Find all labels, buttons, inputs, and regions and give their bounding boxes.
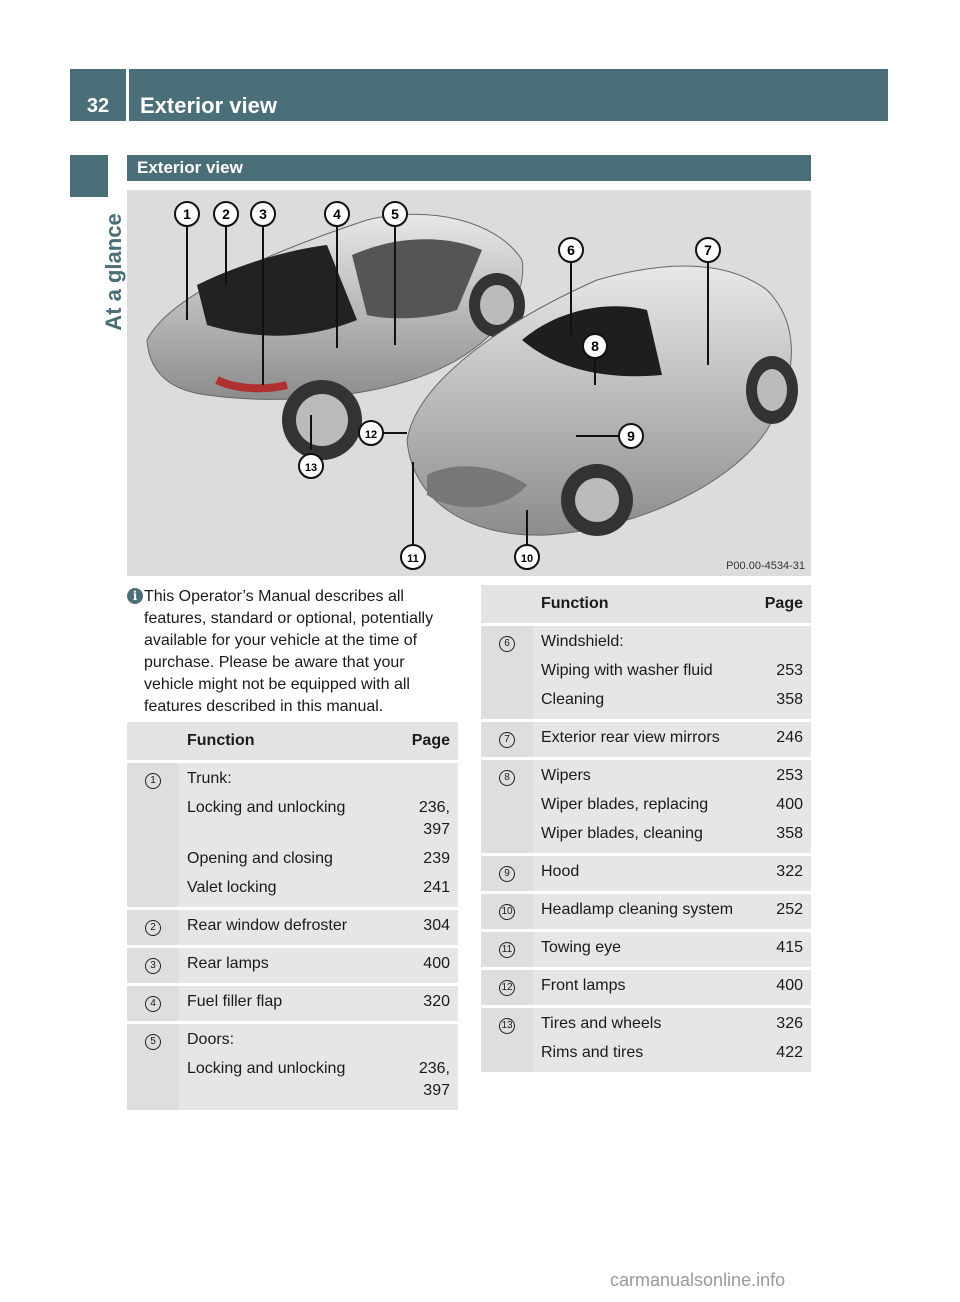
function-table-right xyxy=(481,585,811,1075)
function-cell: Wipers xyxy=(533,759,753,793)
callout-number-badge: 11 xyxy=(499,942,515,958)
side-tab-marker xyxy=(70,155,108,197)
page-cell: 322 xyxy=(753,855,811,893)
callout-label: 9 xyxy=(627,428,635,444)
callout-number-badge: 13 xyxy=(499,1018,515,1034)
callout-number xyxy=(127,846,179,875)
page-cell: 253 xyxy=(753,759,811,793)
function-table-left xyxy=(127,722,458,1113)
callout-number-badge: 3 xyxy=(145,958,161,974)
callout-12 xyxy=(359,421,383,445)
function-cell: Locking and unlocking xyxy=(179,795,400,846)
function-cell: Wiping with washer fluid xyxy=(533,658,753,687)
callout-number xyxy=(127,1023,179,1057)
figure-code: P00.00-4534-31 xyxy=(726,560,805,572)
table-row xyxy=(481,687,811,721)
callout-number-badge: 2 xyxy=(145,920,161,936)
page-cell: 358 xyxy=(753,821,811,855)
function-cell: Locking and unlocking xyxy=(179,1056,400,1112)
table-header-row xyxy=(481,585,811,625)
page-cell: 253 xyxy=(753,658,811,687)
callout-number xyxy=(127,875,179,909)
callout-3 xyxy=(251,202,275,226)
page-title: Exterior view xyxy=(140,93,277,118)
page-cell: 326 xyxy=(753,1007,811,1041)
callout-number xyxy=(481,821,533,855)
num-header xyxy=(481,585,533,625)
callout-number-badge: 10 xyxy=(499,904,515,920)
function-cell: Opening and closing xyxy=(179,846,400,875)
callout-number xyxy=(127,947,179,985)
table-row xyxy=(481,658,811,687)
callout-number xyxy=(481,893,533,931)
callout-1 xyxy=(175,202,199,226)
page-header: Page xyxy=(400,722,458,762)
callout-6 xyxy=(559,238,583,262)
page-cell: 304 xyxy=(400,909,458,947)
callout-13 xyxy=(299,454,323,478)
info-note xyxy=(127,586,457,718)
table-row xyxy=(481,1007,811,1041)
table-row xyxy=(127,762,458,796)
callout-label: 3 xyxy=(259,206,267,222)
table-row xyxy=(127,1023,458,1057)
table-row xyxy=(481,893,811,931)
page-cell: 422 xyxy=(753,1040,811,1074)
function-header: Function xyxy=(179,722,400,762)
page-cell: 400 xyxy=(753,969,811,1007)
callout-number xyxy=(481,625,533,659)
callout-number-badge: 5 xyxy=(145,1034,161,1050)
callout-number xyxy=(127,795,179,846)
callout-2 xyxy=(214,202,238,226)
function-cell: Tires and wheels xyxy=(533,1007,753,1041)
page-cell xyxy=(400,1023,458,1057)
callout-label: 13 xyxy=(304,462,318,474)
table-row xyxy=(481,969,811,1007)
page-cell xyxy=(400,762,458,796)
page-cell: 400 xyxy=(400,947,458,985)
function-cell: Trunk: xyxy=(179,762,400,796)
table-row xyxy=(127,875,458,909)
header-divider xyxy=(126,69,129,121)
callout-11 xyxy=(401,545,425,569)
page-cell: 236, 397 xyxy=(400,1056,458,1112)
page-cell: 320 xyxy=(400,985,458,1023)
table-row xyxy=(481,1040,811,1074)
callout-number-badge: 8 xyxy=(499,770,515,786)
callout-number-badge: 12 xyxy=(499,980,515,996)
callout-number xyxy=(481,759,533,793)
callout-number-badge: 6 xyxy=(499,636,515,652)
function-cell: Cleaning xyxy=(533,687,753,721)
table-row xyxy=(481,625,811,659)
function-cell: Exterior rear view mirrors xyxy=(533,721,753,759)
page-number: 32 xyxy=(86,95,110,117)
callout-number xyxy=(481,792,533,821)
table-row xyxy=(127,947,458,985)
function-cell: Rear window defroster xyxy=(179,909,400,947)
table-row xyxy=(127,1056,458,1112)
num-header xyxy=(127,722,179,762)
function-cell: Headlamp cleaning system xyxy=(533,893,753,931)
callout-number-badge: 7 xyxy=(499,732,515,748)
callout-number xyxy=(481,931,533,969)
callout-number xyxy=(127,909,179,947)
callout-number xyxy=(481,687,533,721)
callout-number xyxy=(481,1040,533,1074)
callout-label: 2 xyxy=(222,206,230,222)
callout-number-badge: 1 xyxy=(145,773,161,789)
callout-7 xyxy=(696,238,720,262)
callout-5 xyxy=(383,202,407,226)
section-title: Exterior view xyxy=(137,158,243,177)
side-tab xyxy=(70,200,130,340)
function-cell: Rims and tires xyxy=(533,1040,753,1074)
page-cell: 241 xyxy=(400,875,458,909)
function-header: Function xyxy=(533,585,753,625)
callout-8 xyxy=(583,334,607,358)
callout-label: 8 xyxy=(591,338,599,354)
callout-number xyxy=(481,721,533,759)
callout-label: 12 xyxy=(364,429,378,441)
callout-10 xyxy=(515,545,539,569)
info-text: This Operator’s Manual describes all features, standard or optional, potentially available for your vehicle at the time of purchase. Please be aware that your vehicle might not be equipped with all features described in this manual. xyxy=(144,588,434,715)
callout-label: 11 xyxy=(407,553,419,565)
function-cell: Doors: xyxy=(179,1023,400,1057)
table-row xyxy=(127,846,458,875)
callout-number xyxy=(481,1007,533,1041)
callout-number xyxy=(127,762,179,796)
table-row xyxy=(481,721,811,759)
table-row xyxy=(481,759,811,793)
callout-9 xyxy=(619,424,643,448)
function-cell: Towing eye xyxy=(533,931,753,969)
table-row xyxy=(481,931,811,969)
exterior-figure xyxy=(127,190,811,576)
table-row xyxy=(127,795,458,846)
callout-number xyxy=(127,985,179,1023)
callout-number xyxy=(481,855,533,893)
callout-number xyxy=(481,969,533,1007)
table-row xyxy=(127,909,458,947)
page-cell xyxy=(753,625,811,659)
callout-label: 10 xyxy=(520,553,534,565)
callout-number xyxy=(127,1056,179,1112)
info-icon: i xyxy=(127,588,143,604)
page-cell: 246 xyxy=(753,721,811,759)
car-illustration xyxy=(127,190,811,576)
function-cell: Rear lamps xyxy=(179,947,400,985)
callout-label: 5 xyxy=(391,206,399,222)
function-cell: Wiper blades, cleaning xyxy=(533,821,753,855)
callout-number-badge: 4 xyxy=(145,996,161,1012)
table-row xyxy=(127,985,458,1023)
callout-number-badge: 9 xyxy=(499,866,515,882)
callout-label: 4 xyxy=(333,206,341,222)
page-cell: 400 xyxy=(753,792,811,821)
function-cell: Hood xyxy=(533,855,753,893)
table-row xyxy=(481,855,811,893)
table-row xyxy=(481,821,811,855)
callout-label: 7 xyxy=(704,242,712,258)
table-header-row xyxy=(127,722,458,762)
function-cell: Front lamps xyxy=(533,969,753,1007)
function-cell: Windshield: xyxy=(533,625,753,659)
page-cell: 358 xyxy=(753,687,811,721)
watermark: carmanualsonline.info xyxy=(610,1270,786,1290)
table-row xyxy=(481,792,811,821)
side-tab-label: At a glance xyxy=(101,213,126,331)
page-header: Page xyxy=(753,585,811,625)
function-cell: Valet locking xyxy=(179,875,400,909)
function-cell: Wiper blades, replacing xyxy=(533,792,753,821)
callout-number xyxy=(481,658,533,687)
function-cell: Fuel filler flap xyxy=(179,985,400,1023)
page-cell: 239 xyxy=(400,846,458,875)
page-cell: 415 xyxy=(753,931,811,969)
page-cell: 236, 397 xyxy=(400,795,458,846)
callout-label: 6 xyxy=(567,242,575,258)
callout-label: 1 xyxy=(183,206,191,222)
callout-4 xyxy=(325,202,349,226)
page-cell: 252 xyxy=(753,893,811,931)
